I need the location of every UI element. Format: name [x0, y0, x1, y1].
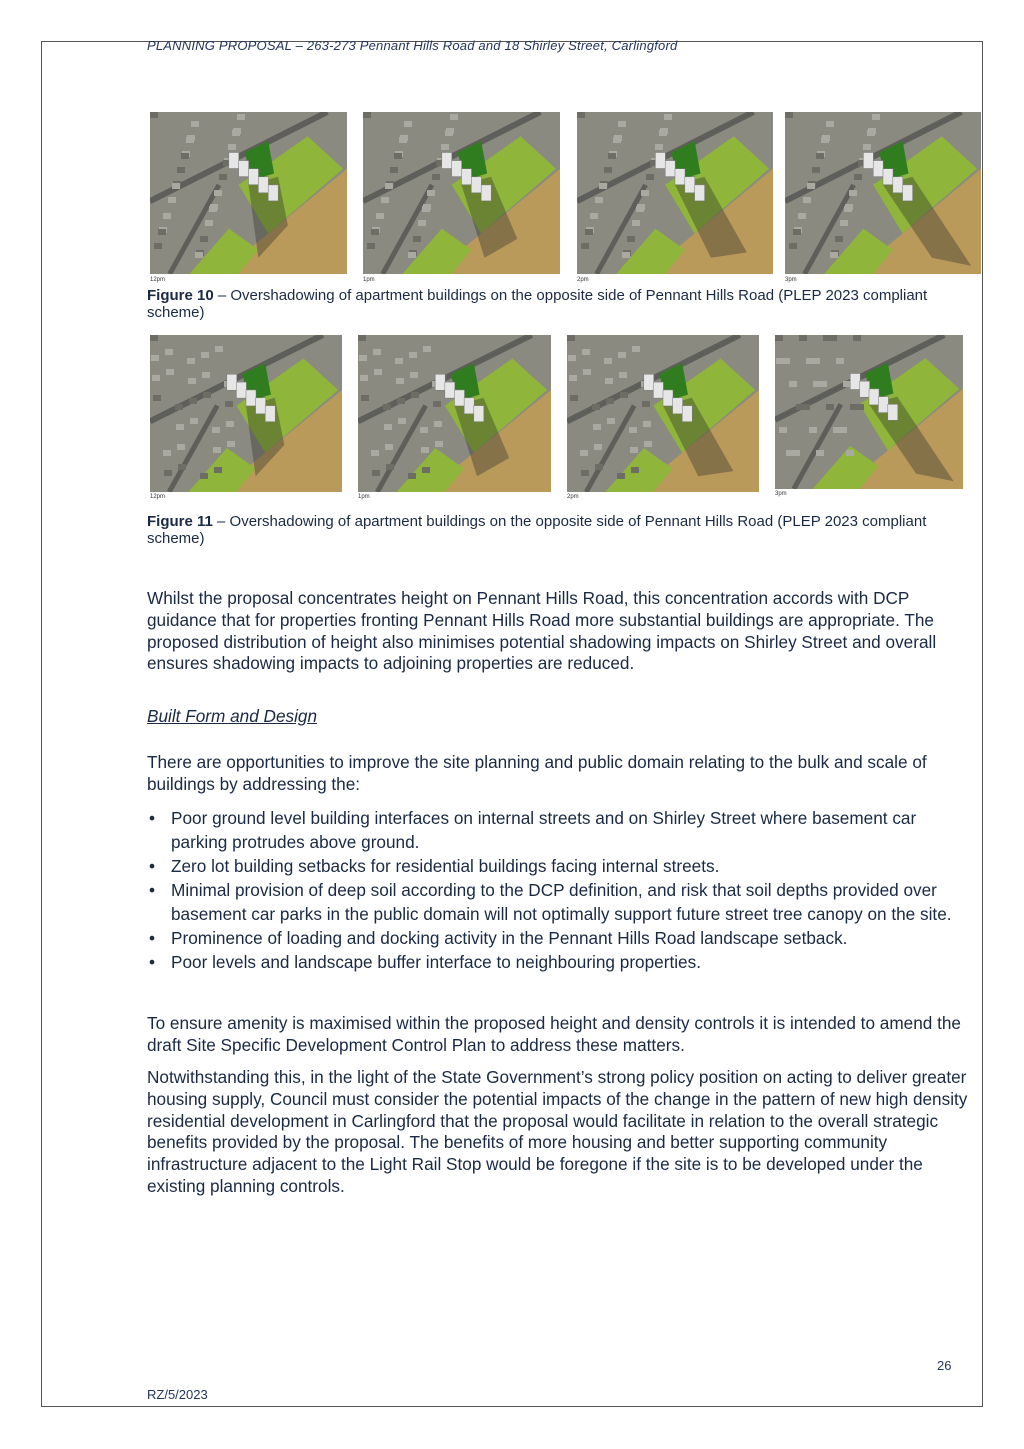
body-paragraph-2: There are opportunities to improve the site planning and public domain relating to the bulk and scale of buildings by addressing the: — [147, 752, 927, 794]
figure-10-caption — [147, 287, 967, 321]
time-label: 1pm — [358, 494, 370, 500]
bullet-text: Prominence of loading and docking activity in the Pennant Hills Road landscape setback. — [171, 928, 848, 948]
bullet-list — [147, 806, 972, 974]
time-label: 3pm — [775, 491, 787, 497]
body-paragraph-3: To ensure amenity is maximised within the proposed height and density controls it is intended to amend the draft Site Specific Development Control Plan to address these matters. — [147, 1013, 961, 1055]
figure-11-panel-2pm — [567, 335, 759, 492]
time-label: 12pm — [150, 494, 166, 500]
figure-10-panel-3pm — [785, 112, 981, 274]
time-label: 3pm — [785, 277, 797, 283]
aerial-render-image — [363, 112, 560, 274]
aerial-render-image — [150, 335, 342, 492]
bullet-text: Poor ground level building interfaces on internal streets and on Shirley Street where basement car parking protrudes above ground. — [171, 808, 917, 852]
bullet-icon: • — [149, 880, 156, 900]
page-header: PLANNING PROPOSAL – 263-273 Pennant Hills Road and 18 Shirley Street, Carlingford — [147, 38, 678, 53]
figure-11-panel-1pm — [358, 335, 551, 492]
figure-11-panel-12pm — [150, 335, 342, 492]
aerial-render-image — [775, 335, 963, 489]
bullet-text: Zero lot building setbacks for residential buildings facing internal streets. — [171, 856, 720, 876]
aerial-render-image — [785, 112, 981, 274]
figure-10-panel-12pm — [150, 112, 347, 274]
time-label: 1pm — [363, 277, 375, 283]
figure-10-panel-1pm — [363, 112, 560, 274]
caption-text: – Overshadowing of apartment buildings on the opposite side of Pennant Hills Road (PLEP 2023 compliant scheme) — [147, 287, 928, 321]
aerial-render-image — [358, 335, 551, 492]
time-label: 12pm — [150, 277, 166, 283]
figure-11-panel-3pm — [775, 335, 963, 489]
page-number: 26 — [937, 1358, 952, 1373]
figure-11-caption — [147, 513, 967, 547]
aerial-render-image — [577, 112, 773, 274]
bullet-item — [147, 806, 972, 854]
figure-label: Figure 11 — [147, 513, 213, 530]
bullet-icon: • — [149, 928, 156, 948]
body-paragraph-4: Notwithstanding this, in the light of the State Government’s strong policy position on acting to deliver greater housing supply, Council must consider the potential impacts of the change in the pattern of new high density residential development in Carlingford that the proposal would facilitate in relation to the overall strategic benefits provided by the proposal. The benefits of more housing and better supporting community infrastructure adjacent to the Light Rail Stop would be foregone if the site is to be developed under the existing planning controls. — [147, 1067, 968, 1196]
bullet-text: Poor levels and landscape buffer interface to neighbouring properties. — [171, 952, 701, 972]
section-heading: Built Form and Design — [147, 706, 318, 726]
bullet-text: Minimal provision of deep soil according to the DCP definition, and risk that soil depths provided over basement car parks in the public domain will not optimally support future street tree canopy on the site. — [171, 880, 952, 924]
aerial-render-image — [567, 335, 759, 492]
bullet-item — [147, 926, 972, 950]
figure-10-panel-2pm — [577, 112, 773, 274]
caption-text: – Overshadowing of apartment buildings on the opposite side of Pennant Hills Road (PLEP 2023 compliant scheme) — [147, 513, 927, 547]
time-label: 2pm — [567, 494, 579, 500]
bullet-icon: • — [149, 808, 156, 828]
bullet-icon: • — [149, 856, 156, 876]
bullet-item — [147, 878, 972, 926]
bullet-icon: • — [149, 952, 156, 972]
bullet-item — [147, 854, 972, 878]
figure-label: Figure 10 — [147, 287, 214, 304]
body-paragraph-1: Whilst the proposal concentrates height on Pennant Hills Road, this concentration accords with DCP guidance that for properties fronting Pennant Hills Road more substantial buildings are appropriate. The proposed distribution of height also minimises potential shadowing impacts on Shirley Street and overall ensures shadowing impacts to adjoining properties are reduced. — [147, 588, 937, 674]
time-label: 2pm — [577, 277, 589, 283]
bullet-item — [147, 950, 972, 974]
document-reference: RZ/5/2023 — [147, 1387, 208, 1402]
aerial-render-image — [150, 112, 347, 274]
